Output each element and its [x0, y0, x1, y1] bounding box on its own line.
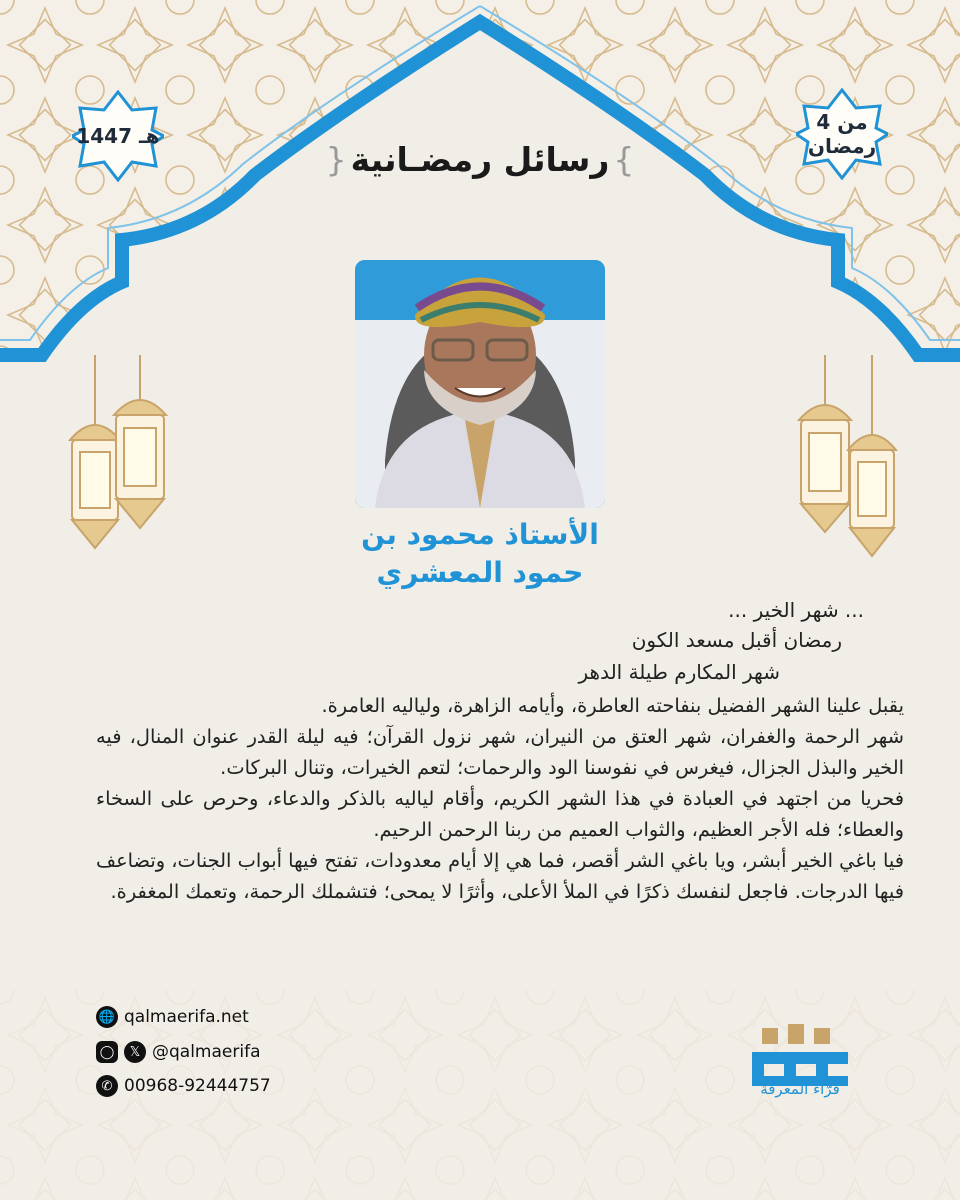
- social-handle-text[interactable]: @qalmaerifa: [152, 1042, 261, 1062]
- author-photo: [355, 260, 605, 508]
- contact-website[interactable]: [96, 1006, 249, 1028]
- title-brace-left: {: [613, 140, 635, 179]
- website-text[interactable]: qalmaerifa.net: [124, 1007, 249, 1027]
- poem-line-3: شهر المكارم طيلة الدهر: [578, 660, 780, 684]
- logo-text: قرّاء المعرفة: [760, 1080, 840, 1098]
- x-icon: 𝕏: [124, 1041, 146, 1063]
- author-name-line1: الأستاذ محمود بن: [361, 518, 599, 551]
- title-text: رسائل رمضـانية: [350, 140, 610, 179]
- author-name: [0, 516, 960, 592]
- body-paragraph-3: فحريا من اجتهد في العبادة في هذا الشهر الكريم، وأقام لياليه بالذكر والدعاء، وحرص على السخاء والعطاء؛ فله الأجر العظيم، والثواب العميم من ربنا الرحمن الرحيم.: [96, 787, 904, 841]
- page-title: [0, 140, 960, 179]
- globe-icon: 🌐: [96, 1006, 118, 1028]
- author-portrait-icon: [355, 260, 605, 508]
- poem-line-2: رمضان أقبل مسعد الكون: [631, 628, 842, 652]
- instagram-icon: ◯: [96, 1041, 118, 1063]
- poem-line-1: ... شهر الخير ...: [728, 598, 864, 622]
- contact-social[interactable]: [96, 1041, 260, 1063]
- author-name-line2: حمود المعشري: [376, 556, 584, 589]
- body-paragraph-1: يقبل علينا الشهر الفضيل بنفاحته العاطرة، وأيامه الزاهرة، ولياليه العامرة.: [321, 694, 904, 717]
- hijri-year: 1447 هـ: [76, 124, 160, 148]
- message-body: [96, 690, 904, 907]
- phone-text[interactable]: 00968-92444757: [124, 1076, 271, 1096]
- title-brace-right: }: [325, 140, 347, 179]
- ramadan-day-month: رمضان: [807, 134, 877, 158]
- body-paragraph-2: شهر الرحمة والغفران، شهر العتق من النيران، شهر نزول القرآن؛ فيه ليلة القدر عنوان المنال، فيه الخير والبذل الجزال، فيغرس في نفوسنا الود والرحمات؛ لتعم الخيرات، وتنال البركات.: [96, 725, 904, 779]
- phone-icon: ✆: [96, 1075, 118, 1097]
- contact-phone[interactable]: [96, 1075, 271, 1097]
- body-paragraph-4: فيا باغي الخير أبشر، ويا باغي الشر أقصر، فما هي إلا أيام معدودات، تفتح فيها أبواب الجنات، وتضاعف فيها الدرجات. فاجعل لنفسك ذكرًا في الملأ الأعلى، وأثرًا لا يمحى؛ فتشملك الرحمة، وتعمك المغفرة.: [96, 849, 904, 903]
- ramadan-day-number: 4 من: [816, 110, 868, 134]
